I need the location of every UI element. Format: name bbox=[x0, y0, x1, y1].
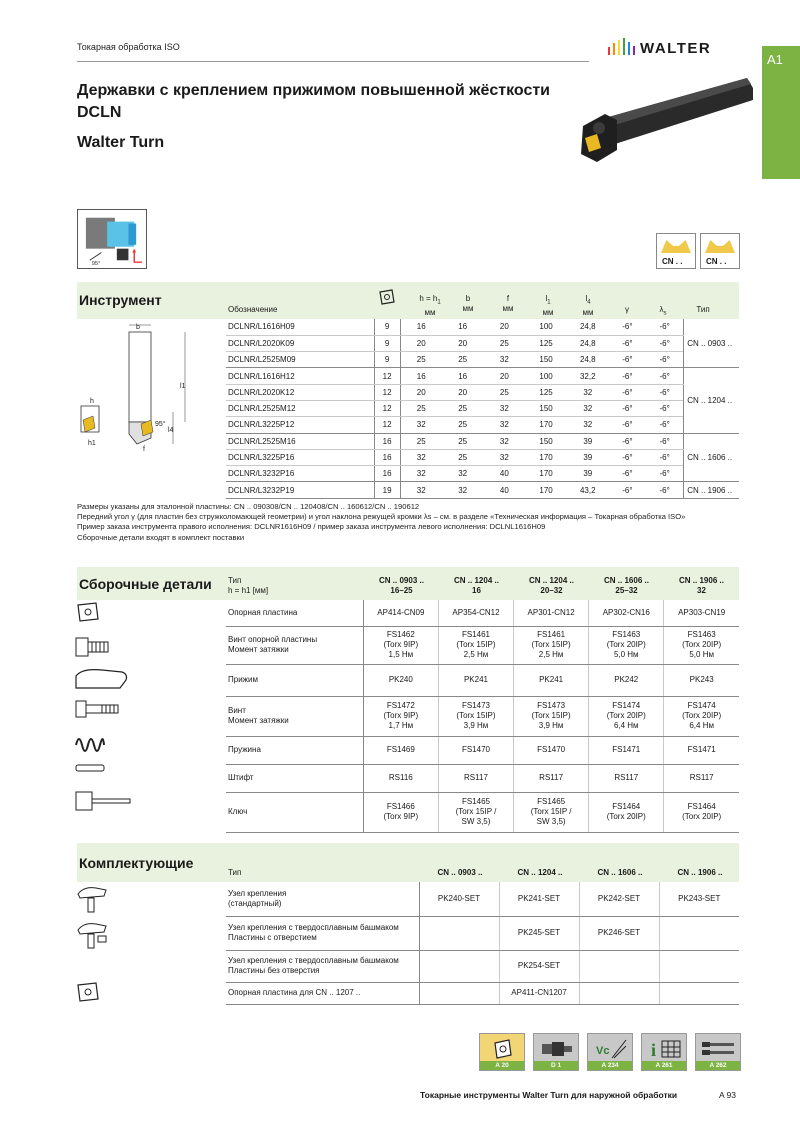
table-cell: -6° bbox=[646, 417, 684, 433]
part-name: Пружина bbox=[226, 736, 363, 764]
table-row bbox=[226, 626, 739, 664]
table-cell: 20 bbox=[442, 384, 484, 400]
table-cell: 12 bbox=[374, 384, 400, 400]
accessory-cell[interactable]: PK246-SET bbox=[579, 916, 659, 950]
table-cell: 20 bbox=[400, 335, 442, 351]
table-cell: 25 bbox=[400, 352, 442, 368]
table-cell: 40 bbox=[484, 482, 526, 498]
designation-cell[interactable]: DCLNR/L3232P16 bbox=[226, 466, 374, 482]
accessory-cell[interactable]: PK243-SET bbox=[659, 882, 739, 916]
spring-icon bbox=[74, 733, 106, 757]
table-cell: 9 bbox=[374, 352, 400, 368]
assembly-column-header: CN .. 1204 .. 16 bbox=[454, 576, 499, 595]
table-cell: -6° bbox=[646, 400, 684, 416]
table-row bbox=[226, 482, 739, 498]
accessory-cell bbox=[419, 950, 499, 982]
table-cell: -6° bbox=[646, 335, 684, 351]
table-cell: 25 bbox=[442, 400, 484, 416]
part-number-cell[interactable]: RS117 bbox=[589, 764, 664, 792]
table-row bbox=[226, 466, 739, 482]
table-cell: 32 bbox=[567, 417, 609, 433]
part-number-cell[interactable]: FS1462 (Torx 9IP) 1,5 Нм bbox=[363, 626, 438, 664]
assembly-section-title: Сборочные детали bbox=[79, 576, 212, 592]
table-row bbox=[226, 982, 739, 1004]
assembly-column-header: CN .. 1906 .. 32 bbox=[679, 576, 724, 595]
ref-spare-parts[interactable]: A 262 bbox=[695, 1033, 741, 1071]
header-type: Тип bbox=[696, 305, 710, 314]
table-row bbox=[226, 319, 739, 335]
table-cell: 32 bbox=[484, 433, 526, 449]
table-cell: 125 bbox=[525, 384, 567, 400]
info-ref-icon bbox=[648, 1038, 682, 1060]
table-cell: 20 bbox=[442, 335, 484, 351]
table-cell: 9 bbox=[374, 319, 400, 335]
category-label: Токарная обработка ISO bbox=[77, 42, 180, 52]
table-cell: -6° bbox=[646, 466, 684, 482]
tool-holder-image bbox=[575, 78, 755, 178]
table-cell: 125 bbox=[525, 335, 567, 351]
machining-schema-icon bbox=[77, 209, 147, 269]
accessory-cell[interactable]: PK241-SET bbox=[499, 882, 579, 916]
part-name: Винт опорной пластины Момент затяжки bbox=[226, 626, 363, 664]
table-row bbox=[226, 764, 739, 792]
table-row bbox=[226, 449, 739, 465]
accessory-cell[interactable]: PK254-SET bbox=[499, 950, 579, 982]
accessories-column-header: CN .. 1204 .. bbox=[517, 868, 563, 877]
accessory-name: Узел крепления с твердосплавным башмаком Пластины с отверстием bbox=[226, 916, 419, 950]
ref-adapters[interactable]: D 1 bbox=[533, 1033, 579, 1071]
table-cell: 25 bbox=[442, 449, 484, 465]
table-cell: 24,8 bbox=[567, 335, 609, 351]
table-cell: 32 bbox=[484, 352, 526, 368]
table-cell: 170 bbox=[525, 482, 567, 498]
adapter-ref-icon bbox=[540, 1040, 574, 1058]
svg-text:Vc: Vc bbox=[596, 1045, 610, 1057]
table-cell: 20 bbox=[484, 368, 526, 384]
table-cell: -6° bbox=[646, 433, 684, 449]
insert-type-cn-left[interactable]: CN . . bbox=[700, 233, 740, 269]
type-cell: CN .. 1606 .. bbox=[684, 433, 739, 482]
table-cell: -6° bbox=[609, 352, 647, 368]
title-line-2: DCLN bbox=[77, 104, 122, 121]
table-cell: -6° bbox=[646, 482, 684, 498]
part-name: Штифт bbox=[226, 764, 363, 792]
cn-insert-icon bbox=[661, 240, 691, 253]
accessory-cell bbox=[659, 916, 739, 950]
part-number-cell[interactable]: FS1470 bbox=[514, 736, 589, 764]
part-number-cell[interactable]: FS1473 (Torx 15IP) 3,9 Нм bbox=[514, 696, 589, 736]
part-number-cell[interactable]: RS117 bbox=[438, 764, 513, 792]
part-number-cell[interactable]: FS1461 (Torx 15IP) 2,5 Нм bbox=[438, 626, 513, 664]
assembly-table bbox=[226, 600, 739, 833]
dim-b-label: b bbox=[136, 324, 140, 331]
header-divider bbox=[77, 61, 589, 62]
ref-inserts[interactable]: A 20 bbox=[479, 1033, 525, 1071]
part-number-cell[interactable]: FS1471 bbox=[664, 736, 739, 764]
dim-l4-label: l4 bbox=[168, 427, 174, 434]
table-cell: 9 bbox=[374, 335, 400, 351]
instrument-section-title: Инструмент bbox=[79, 292, 162, 308]
instrument-table bbox=[226, 319, 739, 499]
table-cell: 39 bbox=[567, 449, 609, 465]
accessory-name: Узел крепления (стандартный) bbox=[226, 882, 419, 916]
part-number-cell[interactable]: FS1471 bbox=[589, 736, 664, 764]
screw-icon bbox=[72, 697, 122, 721]
table-cell: 39 bbox=[567, 433, 609, 449]
accessory-cell bbox=[659, 950, 739, 982]
walter-logo bbox=[606, 38, 742, 60]
table-cell: 100 bbox=[525, 368, 567, 384]
clamp-set-icon bbox=[74, 884, 110, 914]
table-cell: 32 bbox=[400, 449, 442, 465]
accessory-cell[interactable]: PK240-SET bbox=[419, 882, 499, 916]
part-number-cell[interactable]: FS1465 (Torx 15IP / SW 3,5) bbox=[514, 792, 589, 832]
part-number-cell[interactable]: FS1461 (Torx 15IP) 2,5 Нм bbox=[514, 626, 589, 664]
header-gamma: γ bbox=[625, 305, 629, 314]
table-cell: 12 bbox=[374, 368, 400, 384]
table-cell: -6° bbox=[646, 384, 684, 400]
table-cell: 16 bbox=[442, 368, 484, 384]
header-l4: $l_4$ мм bbox=[582, 294, 594, 317]
assembly-header-type: Тип bbox=[228, 576, 242, 585]
table-row bbox=[226, 417, 739, 433]
table-cell: 32 bbox=[567, 400, 609, 416]
table-cell: -6° bbox=[609, 384, 647, 400]
table-cell: -6° bbox=[609, 368, 647, 384]
dim-h-label: h bbox=[90, 398, 94, 405]
table-cell: -6° bbox=[609, 400, 647, 416]
designation-cell[interactable]: DCLNR/L2525M12 bbox=[226, 400, 374, 416]
part-number-cell[interactable]: AP414-CN09 bbox=[363, 600, 438, 626]
accessory-cell[interactable]: PK245-SET bbox=[499, 916, 579, 950]
part-number-cell[interactable]: RS116 bbox=[363, 764, 438, 792]
accessory-cell bbox=[579, 950, 659, 982]
part-number-cell[interactable]: PK243 bbox=[664, 664, 739, 696]
table-cell: 16 bbox=[374, 466, 400, 482]
designation-cell[interactable]: DCLNR/L2020K12 bbox=[226, 384, 374, 400]
table-row bbox=[226, 916, 739, 950]
designation-cell[interactable]: DCLNR/L2525M16 bbox=[226, 433, 374, 449]
designation-cell[interactable]: DCLNR/L2525M09 bbox=[226, 352, 374, 368]
shim-icon bbox=[75, 601, 101, 623]
type-cell: CN .. 1906 .. bbox=[684, 482, 739, 498]
key-wrench-icon bbox=[74, 790, 134, 812]
type-cell: CN .. 0903 .. bbox=[684, 319, 739, 368]
insert-ref-icon bbox=[492, 1038, 514, 1060]
table-cell: 25 bbox=[442, 433, 484, 449]
part-number-cell[interactable]: FS1473 (Torx 15IP) 3,9 Нм bbox=[438, 696, 513, 736]
designation-cell[interactable]: DCLNR/L3225P12 bbox=[226, 417, 374, 433]
accessories-column-header: CN .. 0903 .. bbox=[437, 868, 483, 877]
table-cell: 20 bbox=[400, 384, 442, 400]
part-number-cell[interactable]: PK241 bbox=[514, 664, 589, 696]
table-cell: 12 bbox=[374, 417, 400, 433]
table-cell: 32,2 bbox=[567, 368, 609, 384]
table-cell: -6° bbox=[609, 335, 647, 351]
part-number-cell[interactable]: FS1465 (Torx 15IP / SW 3,5) bbox=[438, 792, 513, 832]
dim-h1-label: h1 bbox=[88, 440, 96, 447]
table-row bbox=[226, 736, 739, 764]
accessory-name: Опорная пластина для CN .. 1207 .. bbox=[226, 982, 419, 1004]
table-cell: -6° bbox=[609, 466, 647, 482]
assembly-column-header: CN .. 1204 .. 20–32 bbox=[529, 576, 574, 595]
table-cell: 16 bbox=[374, 433, 400, 449]
accessory-cell bbox=[419, 916, 499, 950]
accessory-cell bbox=[419, 982, 499, 1004]
table-cell: 150 bbox=[525, 433, 567, 449]
table-cell: -6° bbox=[646, 352, 684, 368]
notes-block bbox=[77, 502, 685, 543]
note-line: Размеры указаны для эталонной пластины: CN .. 090308/CN .. 120408/CN .. 160612/CN .. 190612 bbox=[77, 502, 420, 511]
table-cell: 16 bbox=[442, 319, 484, 335]
table-cell: -6° bbox=[609, 482, 647, 498]
svg-text:95°: 95° bbox=[91, 261, 101, 268]
part-number-cell[interactable]: FS1464 (Torx 20IP) bbox=[664, 792, 739, 832]
page-subtitle: Walter Turn bbox=[77, 134, 165, 151]
note-line: Сборочные детали входят в комплект поставки bbox=[77, 532, 245, 542]
table-row bbox=[226, 352, 739, 368]
carbide-clamp-set-icon bbox=[74, 920, 110, 950]
table-cell: 25 bbox=[400, 400, 442, 416]
table-cell: 100 bbox=[525, 319, 567, 335]
note-line: Передний угол γ (для пластин без стружколомающей геометрии) и угол наклона режущей кромки λs – см. в разделе «Техническая информация – Токарная обработка ISO» bbox=[77, 512, 686, 522]
table-cell: 32 bbox=[400, 466, 442, 482]
table-cell: 24,8 bbox=[567, 352, 609, 368]
table-cell: 170 bbox=[525, 449, 567, 465]
part-number-cell[interactable]: RS117 bbox=[664, 764, 739, 792]
chapter-tab[interactable]: A1 bbox=[762, 46, 800, 179]
tool-dimension-diagram bbox=[77, 320, 197, 455]
page-number: A 93 bbox=[719, 1090, 737, 1100]
table-cell: 32 bbox=[442, 466, 484, 482]
shim-1207-icon bbox=[75, 981, 101, 1003]
part-number-cell[interactable]: FS1472 (Torx 9IP) 1,7 Нм bbox=[363, 696, 438, 736]
table-cell: 24,8 bbox=[567, 319, 609, 335]
header-h: $h = h_1$ мм bbox=[419, 294, 441, 317]
insert-type-cn-right[interactable]: CN . . bbox=[656, 233, 696, 269]
part-number-cell[interactable]: FS1474 (Torx 20IP) 6,4 Нм bbox=[589, 696, 664, 736]
accessory-cell bbox=[579, 982, 659, 1004]
table-cell: 39 bbox=[567, 466, 609, 482]
cutting-data-ref-icon bbox=[594, 1038, 628, 1060]
clamp-icon bbox=[72, 666, 132, 692]
table-cell: -6° bbox=[646, 319, 684, 335]
table-cell: 20 bbox=[484, 319, 526, 335]
part-name: Ключ bbox=[226, 792, 363, 832]
ref-technical-info[interactable]: i A 261 bbox=[641, 1033, 687, 1071]
dim-angle-label: 95° bbox=[155, 421, 166, 428]
table-row bbox=[226, 950, 739, 982]
part-name: Прижим bbox=[226, 664, 363, 696]
table-cell: -6° bbox=[609, 433, 647, 449]
table-cell: 25 bbox=[484, 384, 526, 400]
part-number-cell[interactable]: RS117 bbox=[514, 764, 589, 792]
part-number-cell[interactable]: FS1464 (Torx 20IP) bbox=[589, 792, 664, 832]
title-line-1: Державки с креплением прижимом повышенной жёсткости bbox=[77, 82, 551, 99]
table-cell: 150 bbox=[525, 352, 567, 368]
accessory-cell[interactable]: PK242-SET bbox=[579, 882, 659, 916]
table-cell: 43,2 bbox=[567, 482, 609, 498]
cn-insert-icon bbox=[705, 240, 735, 253]
designation-cell[interactable]: DCLNR/L3225P16 bbox=[226, 449, 374, 465]
part-number-cell[interactable]: FS1469 bbox=[363, 736, 438, 764]
table-cell: 25 bbox=[400, 433, 442, 449]
table-cell: 32 bbox=[484, 417, 526, 433]
part-number-cell[interactable]: PK241 bbox=[438, 664, 513, 696]
ref-cutting-data[interactable]: Vc A 234 bbox=[587, 1033, 633, 1071]
table-cell: 25 bbox=[484, 335, 526, 351]
part-number-cell[interactable]: PK240 bbox=[363, 664, 438, 696]
table-cell: 16 bbox=[400, 368, 442, 384]
table-row bbox=[226, 664, 739, 696]
table-cell: 32 bbox=[400, 482, 442, 498]
accessories-header-type: Тип bbox=[228, 868, 242, 877]
part-number-cell[interactable]: AP302-CN16 bbox=[589, 600, 664, 626]
header-b: b мм bbox=[462, 294, 474, 313]
accessories-column-header: CN .. 1906 .. bbox=[677, 868, 723, 877]
table-cell: 170 bbox=[525, 417, 567, 433]
assembly-column-header: CN .. 0903 .. 16–25 bbox=[379, 576, 424, 595]
part-number-cell[interactable]: PK242 bbox=[589, 664, 664, 696]
table-cell: -6° bbox=[609, 417, 647, 433]
accessories-table bbox=[226, 882, 739, 1005]
part-number-cell[interactable]: FS1466 (Torx 9IP) bbox=[363, 792, 438, 832]
logo-wordmark: WALTER bbox=[640, 40, 712, 57]
part-number-cell[interactable]: AP354-CN12 bbox=[438, 600, 513, 626]
table-row bbox=[226, 696, 739, 736]
spare-parts-ref-icon bbox=[700, 1040, 738, 1058]
table-cell: -6° bbox=[609, 449, 647, 465]
table-row bbox=[226, 384, 739, 400]
table-row bbox=[226, 792, 739, 832]
part-number-cell[interactable]: AP301-CN12 bbox=[514, 600, 589, 626]
pin-icon bbox=[74, 763, 106, 773]
assembly-header-h: h = h1 [мм] bbox=[228, 586, 269, 595]
header-lambda: $\lambda_s$ bbox=[659, 305, 667, 317]
table-cell: -6° bbox=[609, 319, 647, 335]
svg-text:i: i bbox=[651, 1040, 657, 1060]
insert-rhombus-icon bbox=[378, 288, 396, 306]
accessories-section-title: Комплектующие bbox=[79, 855, 194, 871]
dim-f-label: f bbox=[143, 446, 145, 453]
header-l1: $l_1$ мм bbox=[542, 294, 554, 317]
table-row bbox=[226, 335, 739, 351]
table-row bbox=[226, 400, 739, 416]
table-cell: 32 bbox=[442, 482, 484, 498]
accessories-column-header: CN .. 1606 .. bbox=[597, 868, 643, 877]
part-number-cell[interactable]: AP303-CN19 bbox=[664, 600, 739, 626]
table-cell: 19 bbox=[374, 482, 400, 498]
page-title bbox=[77, 80, 550, 124]
part-number-cell[interactable]: FS1470 bbox=[438, 736, 513, 764]
table-row bbox=[226, 600, 739, 626]
dim-l1-label: l1 bbox=[180, 383, 186, 390]
table-cell: 12 bbox=[374, 400, 400, 416]
header-f: f мм bbox=[502, 294, 514, 313]
table-cell: 40 bbox=[484, 466, 526, 482]
table-cell: 150 bbox=[525, 400, 567, 416]
designation-cell[interactable]: DCLNR/L3232P19 bbox=[226, 482, 374, 498]
accessory-cell[interactable]: AP411-CN1207 bbox=[499, 982, 579, 1004]
part-number-cell[interactable]: FS1474 (Torx 20IP) 6,4 Нм bbox=[664, 696, 739, 736]
designation-cell[interactable]: DCLNR/L2020K09 bbox=[226, 335, 374, 351]
part-number-cell[interactable]: FS1463 (Torx 20IP) 5,0 Нм bbox=[589, 626, 664, 664]
shim-screw-icon bbox=[72, 630, 112, 664]
table-cell: -6° bbox=[646, 368, 684, 384]
accessory-name: Узел крепления с твердосплавным башмаком Пластины без отверстия bbox=[226, 950, 419, 982]
part-name: Опорная пластина bbox=[226, 600, 363, 626]
assembly-column-header: CN .. 1606 .. 25–32 bbox=[604, 576, 649, 595]
table-cell: 25 bbox=[442, 352, 484, 368]
table-cell: 25 bbox=[442, 417, 484, 433]
table-cell: 16 bbox=[400, 319, 442, 335]
header-designation: Обозначение bbox=[228, 305, 278, 314]
table-cell: -6° bbox=[646, 449, 684, 465]
note-line: Пример заказа инструмента правого исполнения: DCLNR1616H09 / пример заказа инструмента левого исполнения: DCLNL1616H09 bbox=[77, 522, 546, 532]
designation-cell[interactable]: DCLNR/L1616H12 bbox=[226, 368, 374, 384]
table-row bbox=[226, 882, 739, 916]
footer-text: Токарные инструменты Walter Turn для наружной обработки bbox=[420, 1090, 678, 1100]
table-row bbox=[226, 368, 739, 384]
designation-cell[interactable]: DCLNR/L1616H09 bbox=[226, 319, 374, 335]
table-cell: 32 bbox=[484, 400, 526, 416]
table-cell: 32 bbox=[567, 384, 609, 400]
table-cell: 16 bbox=[374, 449, 400, 465]
table-cell: 32 bbox=[484, 449, 526, 465]
type-cell: CN .. 1204 .. bbox=[684, 368, 739, 433]
part-name: Винт Момент затяжки bbox=[226, 696, 363, 736]
table-cell: 32 bbox=[400, 417, 442, 433]
table-row bbox=[226, 433, 739, 449]
table-cell: 170 bbox=[525, 466, 567, 482]
accessory-cell bbox=[659, 982, 739, 1004]
part-number-cell[interactable]: FS1463 (Torx 20IP) 5,0 Нм bbox=[664, 626, 739, 664]
